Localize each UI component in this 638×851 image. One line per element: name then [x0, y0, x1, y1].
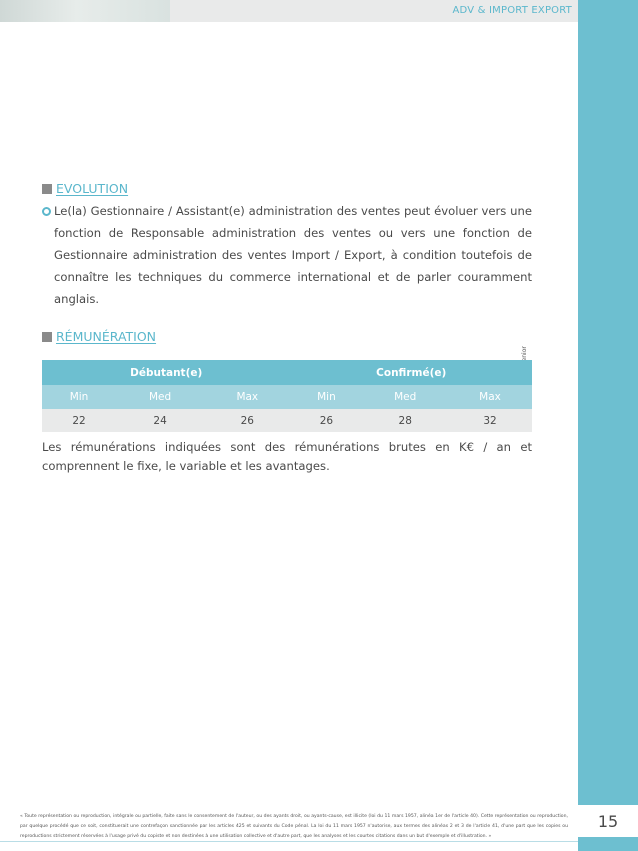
subheader-cell: Med [362, 385, 448, 409]
header-photo-strip [0, 0, 170, 22]
side-color-strip [578, 0, 638, 851]
square-bullet-icon [42, 184, 52, 194]
subheader-cell: Max [204, 385, 290, 409]
value-cell: 22 [42, 409, 116, 432]
remuneration-heading-text: RÉMUNÉRATION [56, 329, 157, 344]
subheader-cell: Min [42, 385, 116, 409]
subheader-cell: Min [290, 385, 362, 409]
value-cell: 26 [204, 409, 290, 432]
group-header-confirmed: Confirmé(e) [290, 360, 532, 385]
salary-table [42, 360, 532, 432]
remuneration-heading [42, 329, 156, 344]
group-header-beginner: Débutant(e) [42, 360, 290, 385]
value-cell: 32 [448, 409, 532, 432]
circle-bullet-icon [42, 207, 51, 216]
evolution-heading [42, 181, 128, 196]
header-title: ADV & IMPORT EXPORT [452, 5, 572, 16]
table-subheader-row [42, 385, 532, 409]
subheader-cell: Med [116, 385, 204, 409]
legal-notice: « Toute représentation ou reproduction, intégrale ou partielle, faite sans le consentement de l'auteur, ou des ayants droit, ou ayants-cause, est illicite (loi du 11 mars 1957, alinéa 1er de l'article 40). Cette représentation ou reproduction, par quelque procédé que ce soit, constituerait une contrefaçon sanctionnée par les articles 425 et suivants du Code pénal. La loi du 11 mars 1957 n'autorise, aux termes des alinéas 2 et 3 de l'article 41, d'une part que les copies ou reproductions strictement réservées à l'usage privé du copiste et non destinées à une utilisation collective et d'autre part, que les analyses et les courtes citations dans un but d'exemple et d'illustration. » [20, 814, 568, 839]
value-cell: 28 [362, 409, 448, 432]
page-number: 15 [578, 805, 638, 837]
table-group-row [42, 360, 532, 385]
evolution-paragraph: Le(la) Gestionnaire / Assistant(e) administration des ventes peut évoluer vers une fonction de Responsable administration des ventes ou vers une fonction de Gestionnaire administration des ventes Import / Export, à condition toutefois de connaître les techniques du commerce international et de parler couramment anglais. [54, 204, 532, 306]
value-cell: 26 [290, 409, 362, 432]
value-cell: 24 [116, 409, 204, 432]
subheader-cell: Max [448, 385, 532, 409]
evolution-heading-text: EVOLUTION [56, 181, 129, 196]
square-bullet-icon [42, 332, 52, 342]
remuneration-note: Les rémunérations indiquées sont des rémunérations brutes en K€ / an et comprennent le fixe, le variable et les avantages. [42, 440, 532, 473]
table-row [42, 409, 532, 432]
